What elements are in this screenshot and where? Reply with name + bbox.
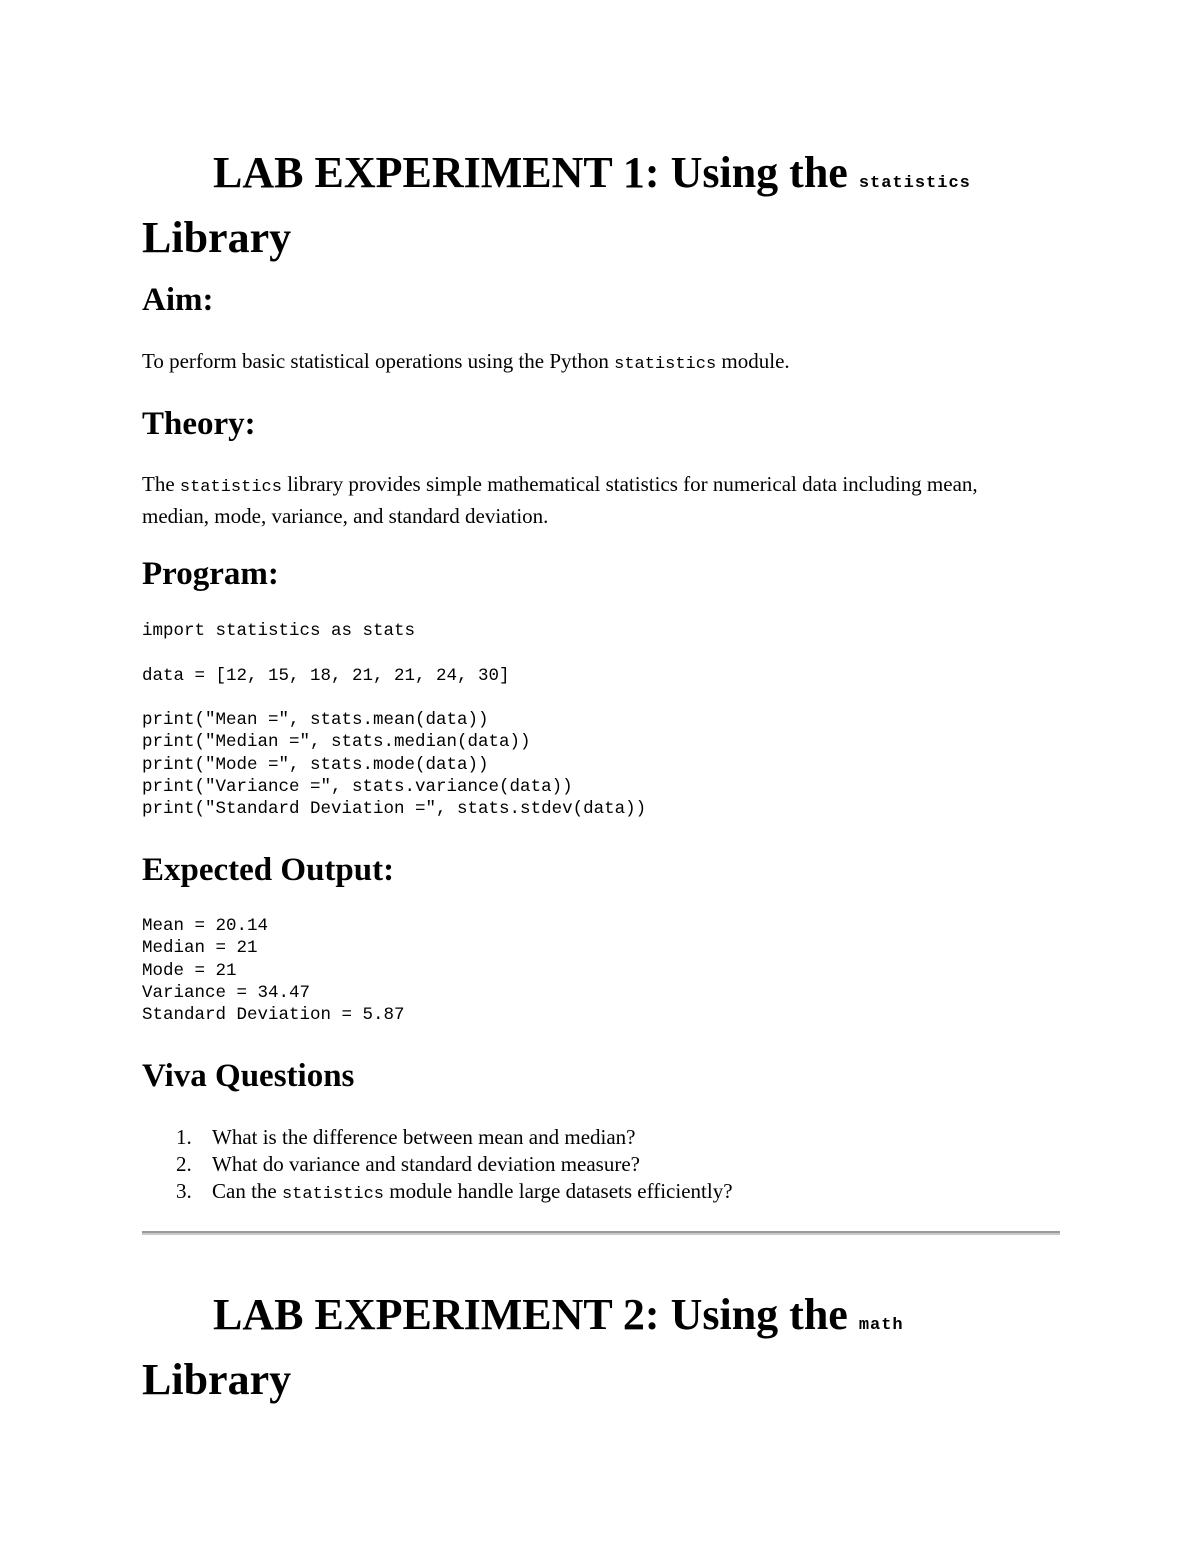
exp1-title-prefix: LAB EXPERIMENT 1: Using the	[213, 148, 859, 197]
exp1-title-code: statistics	[858, 174, 971, 193]
section-divider	[142, 1231, 1060, 1235]
viva-question-text-post: module handle large datasets efficiently?	[384, 1179, 733, 1203]
exp2-title-code: math	[858, 1316, 904, 1335]
theory-heading: Theory:	[142, 406, 256, 442]
aim-text	[142, 347, 1032, 379]
viva-question	[142, 1151, 733, 1178]
viva-question-number: 1.	[176, 1125, 192, 1149]
viva-question-text-pre: Can the	[212, 1179, 282, 1203]
viva-question-text: What do variance and standard deviation measure?	[212, 1152, 640, 1176]
theory-text	[142, 470, 1032, 530]
aim-heading: Aim:	[142, 282, 214, 318]
aim-text-post: module.	[716, 349, 790, 373]
viva-questions-list	[142, 1124, 733, 1208]
exp1-title-suffix: Library	[142, 213, 292, 262]
program-code-block: import statistics as stats data = [12, 15, 18, 21, 21, 24, 30] print("Mean =", stats.mean(data)) print("Median =", stats.median(data)) print("Mode =", stats.mode(data)) print("Variance =", stats.variance(data)) print("Standard Deviation =", stats.stdev(data))	[142, 621, 647, 820]
theory-text-post: library provides simple mathematical statistics for numerical data including mean, median, mode, variance, and standard deviation.	[142, 472, 978, 528]
expected-output-heading: Expected Output:	[142, 852, 395, 888]
viva-question	[142, 1124, 733, 1151]
viva-questions-heading: Viva Questions	[142, 1058, 355, 1094]
program-heading: Program:	[142, 556, 279, 592]
expected-output-block: Mean = 20.14 Median = 21 Mode = 21 Variance = 34.47 Standard Deviation = 5.87	[142, 916, 405, 1026]
exp2-title	[142, 1288, 1060, 1407]
aim-text-code: statistics	[614, 355, 717, 374]
viva-question-code: statistics	[281, 1185, 385, 1204]
exp2-title-suffix: Library	[142, 1355, 292, 1404]
aim-text-pre: To perform basic statistical operations using the Python	[142, 349, 615, 373]
theory-text-pre: The	[142, 472, 180, 496]
theory-text-code: statistics	[179, 478, 282, 497]
viva-question-number: 3.	[176, 1179, 192, 1203]
viva-question-text: What is the difference between mean and median?	[212, 1125, 636, 1149]
exp2-title-prefix: LAB EXPERIMENT 2: Using the	[213, 1290, 859, 1339]
viva-question-number: 2.	[176, 1152, 192, 1176]
exp1-title	[142, 146, 1060, 265]
viva-question	[142, 1178, 733, 1208]
